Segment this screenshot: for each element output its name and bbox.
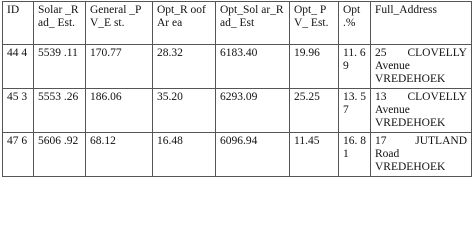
cell-general-pv-est: 186.06 (86, 89, 153, 133)
header-opt-percent: Opt .% (339, 2, 371, 45)
cell-solar-rad-est: 5539 .11 (34, 45, 86, 89)
cell-opt-solar-rad-est: 6293.09 (216, 89, 290, 133)
table-row (3, 89, 472, 133)
cell-opt-percent: 13. 57 (339, 89, 371, 133)
cell-opt-pv-est: 25.25 (290, 89, 339, 133)
cell-full-address: 17 JUTLAND Road VREDEHOEK (371, 133, 472, 177)
cell-opt-solar-rad-est: 6183.40 (216, 45, 290, 89)
cell-general-pv-est: 68.12 (86, 133, 153, 177)
header-general-pv-est: General _PV_E st. (86, 2, 153, 45)
table-row (3, 133, 472, 177)
header-opt-solar-rad-est: Opt_Sol ar_Rad_ Est (216, 2, 290, 45)
cell-id: 44 4 (3, 45, 34, 89)
cell-full-address: 13 CLOVELLY Avenue VREDEHOEK (371, 89, 472, 133)
header-full-address: Full_Address (371, 2, 472, 45)
cell-opt-roof-area: 35.20 (153, 89, 216, 133)
header-id: ID (3, 2, 34, 45)
cell-full-address: 25 CLOVELLY Avenue VREDEHOEK (371, 45, 472, 89)
data-table (2, 1, 472, 177)
cell-opt-roof-area: 28.32 (153, 45, 216, 89)
cell-opt-solar-rad-est: 6096.94 (216, 133, 290, 177)
header-row (3, 2, 472, 45)
table-row (3, 45, 472, 89)
cell-id: 45 3 (3, 89, 34, 133)
header-solar-rad-est: Solar _Rad_ Est. (34, 2, 86, 45)
cell-opt-percent: 11. 69 (339, 45, 371, 89)
cell-solar-rad-est: 5606 .92 (34, 133, 86, 177)
cell-opt-roof-area: 16.48 (153, 133, 216, 177)
cell-opt-pv-est: 11.45 (290, 133, 339, 177)
header-opt-roof-area: Opt_R oofAr ea (153, 2, 216, 45)
cell-general-pv-est: 170.77 (86, 45, 153, 89)
cell-opt-percent: 16. 81 (339, 133, 371, 177)
cell-solar-rad-est: 5553 .26 (34, 89, 86, 133)
cell-opt-pv-est: 19.96 (290, 45, 339, 89)
header-opt-pv-est: Opt_ PV_ Est. (290, 2, 339, 45)
cell-id: 47 6 (3, 133, 34, 177)
